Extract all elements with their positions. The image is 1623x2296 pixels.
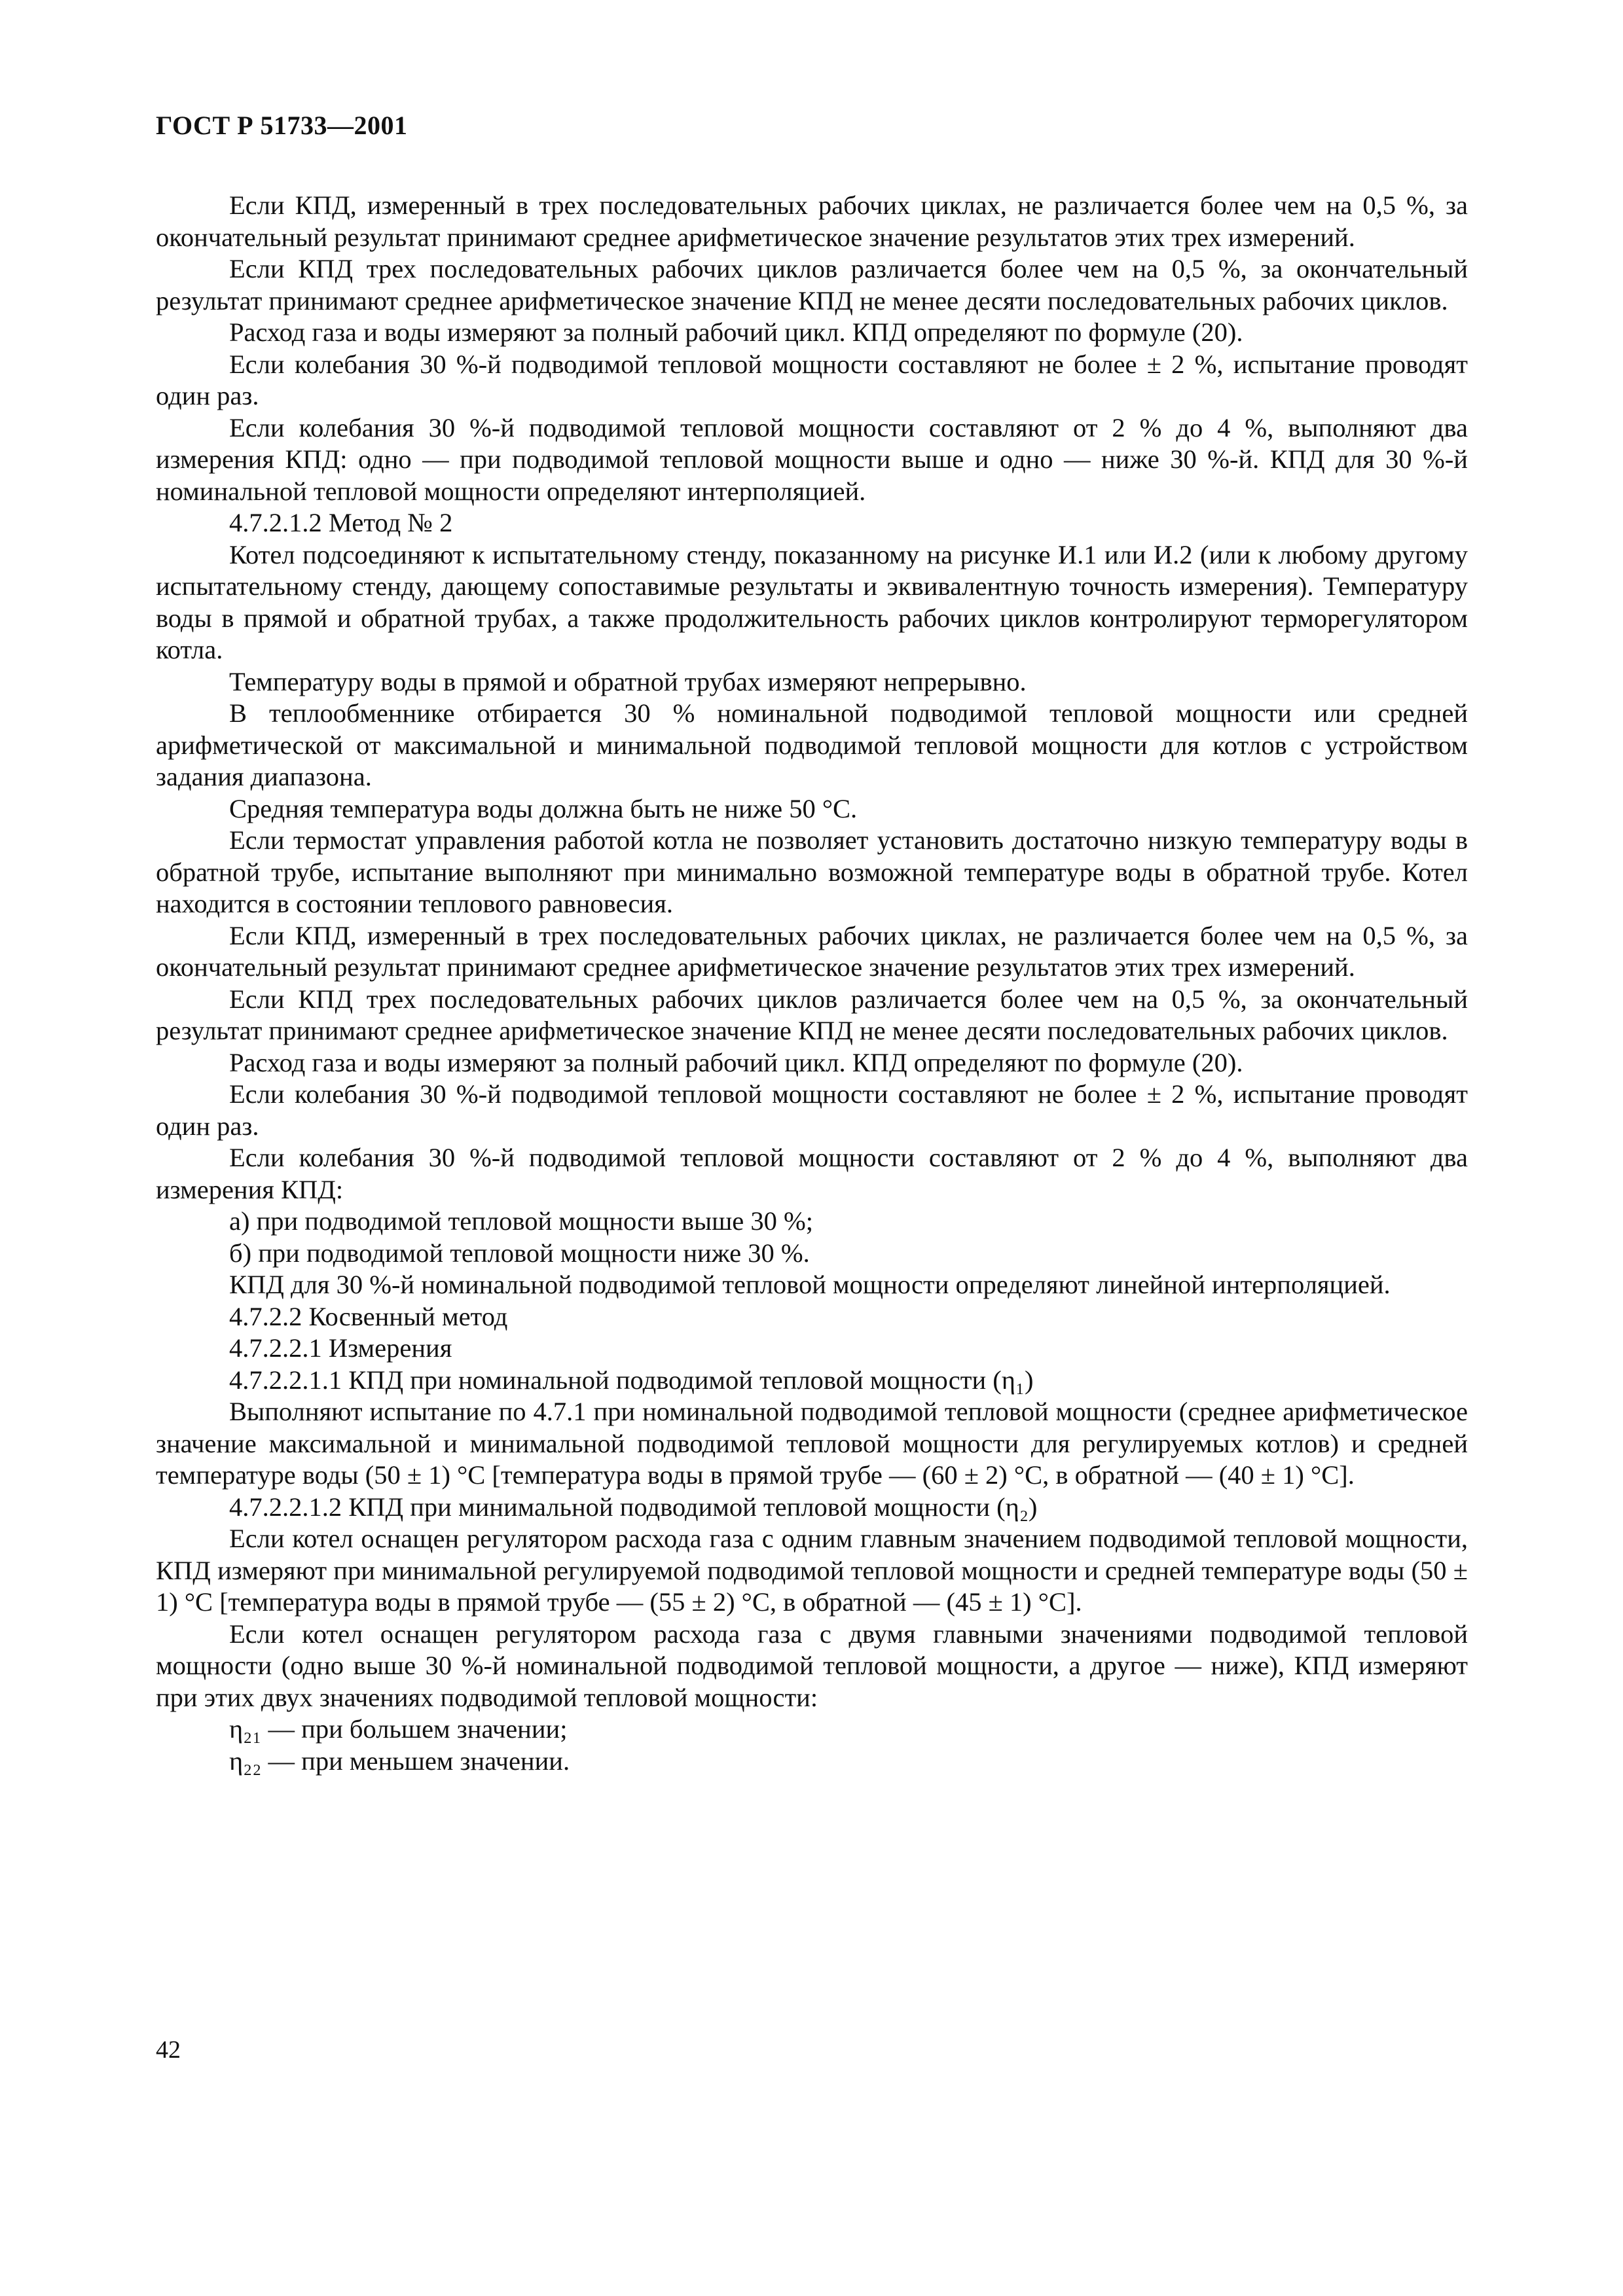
document-header: ГОСТ Р 51733—2001 xyxy=(156,111,408,140)
section-heading: 4.7.2.2.1.1 КПД при номинальной подводимой тепловой мощности (η₁) xyxy=(229,1365,1034,1395)
section-heading: 4.7.2.2.1 Измерения xyxy=(229,1333,452,1363)
paragraph: Расход газа и воды измеряют за полный рабочий цикл. КПД определяют по формуле (20). xyxy=(229,317,1243,347)
paragraph: Расход газа и воды измеряют за полный рабочий цикл. КПД определяют по формуле (20). xyxy=(229,1047,1243,1077)
paragraph: Если КПД трех последовательных рабочих циклов различается более чем на 0,5 %, за окончательный результат принимают среднее арифметическое значение КПД не менее десяти последовательных рабочих циклов. xyxy=(156,254,1468,315)
paragraph: Если КПД трех последовательных рабочих циклов различается более чем на 0,5 %, за окончательный результат принимают среднее арифметическое значение КПД не менее десяти последовательных рабочих циклов. xyxy=(156,984,1468,1045)
section-heading: 4.7.2.1.2 Метод № 2 xyxy=(229,508,453,537)
paragraph: КПД для 30 %-й номинальной подводимой тепловой мощности определяют линейной интерполяцией. xyxy=(229,1270,1391,1299)
paragraph: Если колебания 30 %-й подводимой тепловой мощности составляют не более ± 2 %, испытание проводят один раз. xyxy=(156,1079,1468,1141)
list-item: б) при подводимой тепловой мощности ниже 30 %. xyxy=(229,1238,810,1268)
paragraph: Если колебания 30 %-й подводимой тепловой мощности составляют не более ± 2 %, испытание проводят один раз. xyxy=(156,349,1468,410)
document-body xyxy=(156,190,1468,1777)
paragraph: Если КПД, измеренный в трех последовательных рабочих циклах, не различается более чем на 0,5 %, за окончательный результат принимают среднее арифметическое значение результатов этих трех измерений. xyxy=(156,920,1468,982)
paragraph: Средняя температура воды должна быть не ниже 50 °С. xyxy=(229,793,858,823)
paragraph: Если котел оснащен регулятором расхода газа с одним главным значением подводимой тепловой мощности, КПД измеряют при минимальной регулируемой подводимой тепловой мощности и средней температуре воды (50 ± 1) °С [температура воды в прямой трубе — (55 ± 2) °С, в обратной — (45 ± 1) °С]. xyxy=(156,1524,1468,1617)
paragraph: Выполняют испытание по 4.7.1 при номинальной подводимой тепловой мощности (среднее арифметическое значение максимальной и минимальной подводимой тепловой мощности для регулируемых котлов) и средней температуре воды (50 ± 1) °С [температура воды в прямой трубе — (60 ± 2) °С, в обратной — (40 ± 1) °С]. xyxy=(156,1397,1468,1490)
page-number: 42 xyxy=(156,2036,181,2064)
paragraph: Если КПД, измеренный в трех последовательных рабочих циклах, не различается более чем на 0,5 %, за окончательный результат принимают среднее арифметическое значение результатов этих трех измерений. xyxy=(156,190,1468,252)
paragraph: Если термостат управления работой котла не позволяет установить достаточно низкую температуру воды в обратной трубе, испытание выполняют при минимально возможной температуре воды в обратной трубе. Котел находится в состоянии теплового равновесия. xyxy=(156,825,1468,918)
section-heading: 4.7.2.2.1.2 КПД при минимальной подводимой тепловой мощности (η₂) xyxy=(229,1492,1038,1522)
paragraph: Если колебания 30 %-й подводимой тепловой мощности составляют от 2 % до 4 %, выполняют два измерения КПД: одно — при подводимой тепловой мощности выше и одно — ниже 30 %-й. КПД для 30 %-й номинальной тепловой мощности определяют интерполяцией. xyxy=(156,412,1468,506)
paragraph: Котел подсоединяют к испытательному стенду, показанному на рисунке И.1 или И.2 (или к любому другому испытательному стенду, дающему сопоставимые результаты и эквивалентную точность измерения). Температуру воды в прямой и обратной трубах, а также продолжительность рабочих циклов контролируют терморегулятором котла. xyxy=(156,539,1468,664)
list-item: η₂₁ — при большем значении; xyxy=(229,1714,568,1744)
paragraph: Если котел оснащен регулятором расхода газа с двумя главными значениями подводимой тепловой мощности (одно выше 30 %-й номинальной подводимой тепловой мощности, а другое — ниже), КПД измеряют при этих двух значениях подводимой тепловой мощности: xyxy=(156,1619,1468,1712)
list-item: η₂₂ — при меньшем значении. xyxy=(229,1746,570,1776)
paragraph: Температуру воды в прямой и обратной трубах измеряют непрерывно. xyxy=(229,666,1027,696)
paragraph: В теплообменнике отбирается 30 % номинальной подводимой тепловой мощности или средней арифметической от максимальной и минимальной подводимой тепловой мощности для котлов с устройством задания диапазона. xyxy=(156,698,1468,791)
paragraph: Если колебания 30 %-й подводимой тепловой мощности составляют от 2 % до 4 %, выполняют два измерения КПД: xyxy=(156,1143,1468,1204)
list-item: а) при подводимой тепловой мощности выше 30 %; xyxy=(229,1206,813,1236)
section-heading: 4.7.2.2 Косвенный метод xyxy=(229,1301,508,1331)
